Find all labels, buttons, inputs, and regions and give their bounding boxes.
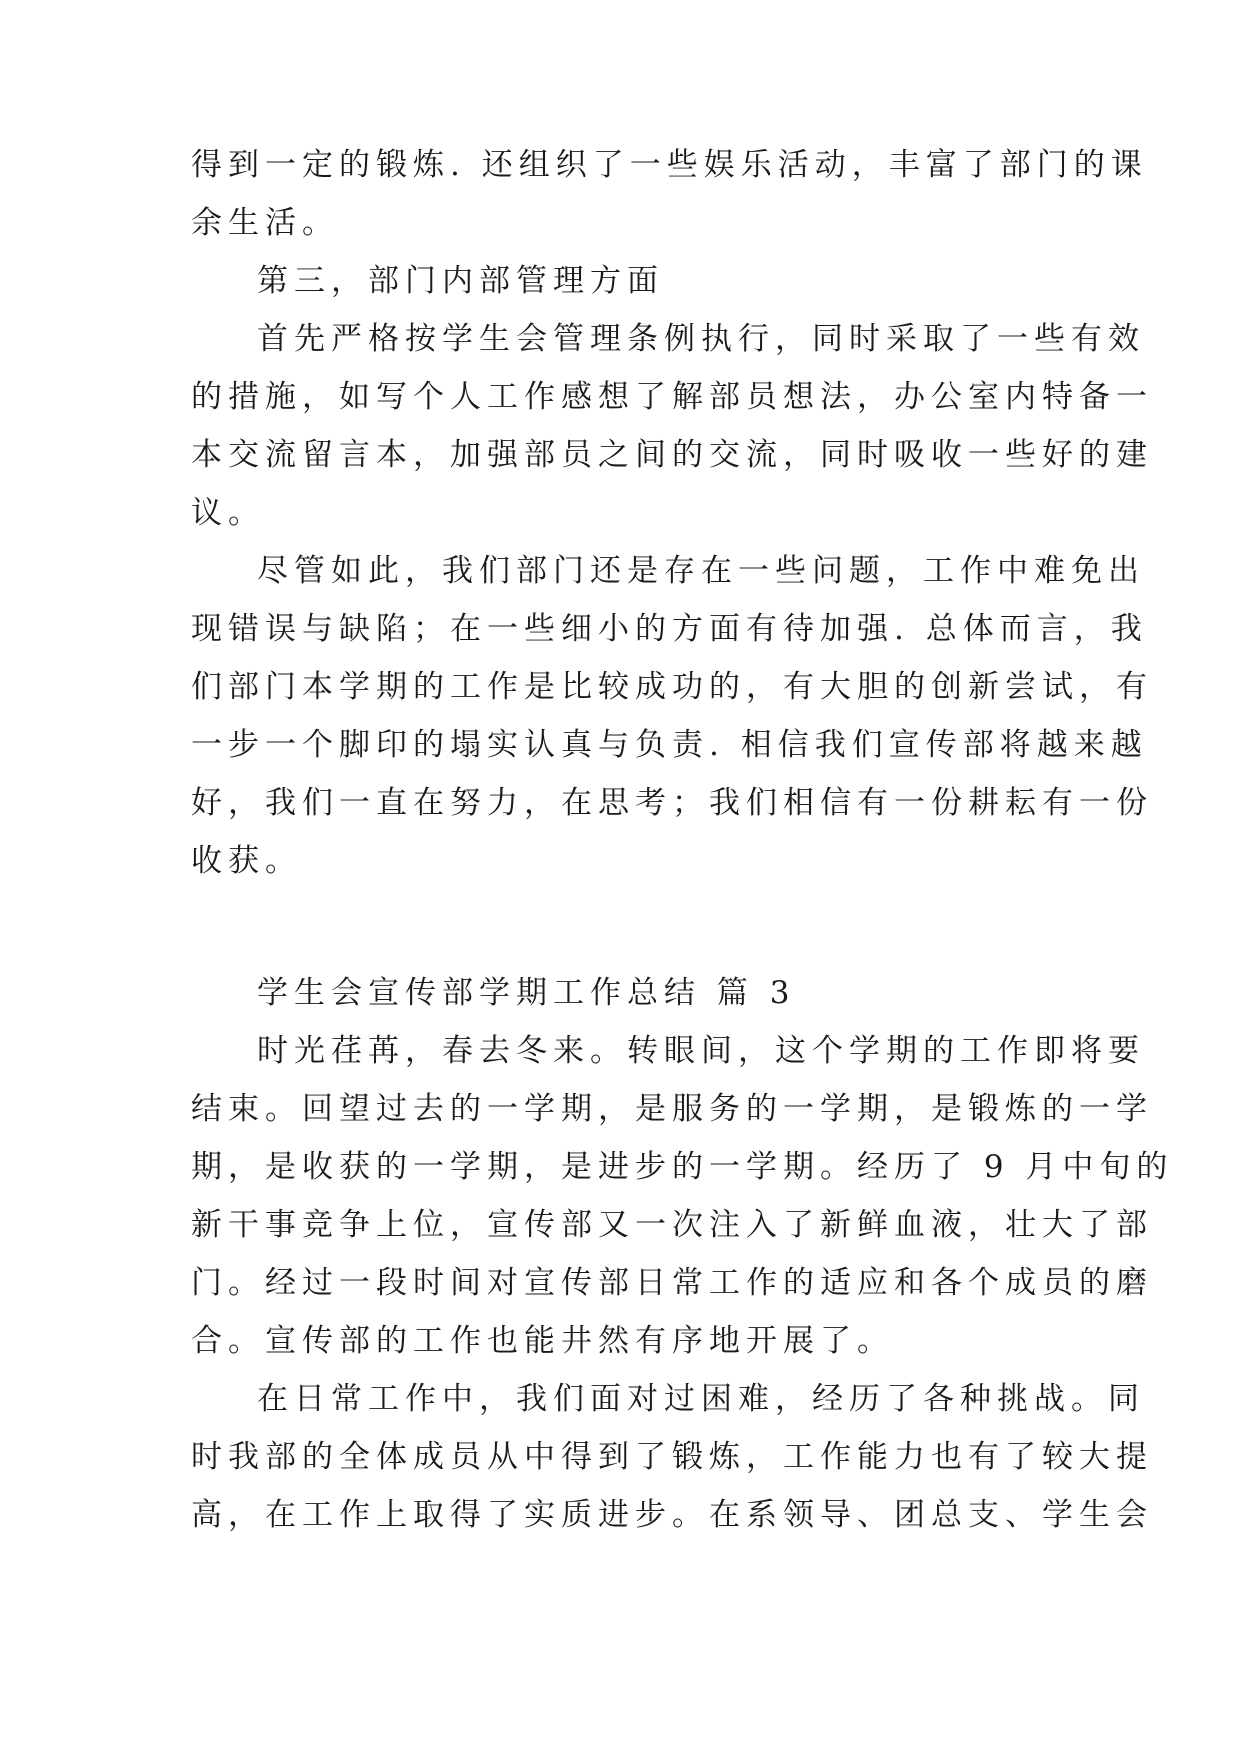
text-line: 现错误与缺陷；在一些细小的方面有待加强. 总体而言，我 xyxy=(191,611,1148,647)
text-line: 余生活。 xyxy=(191,205,339,241)
text-line: 一步一个脚印的塌实认真与负责. 相信我们宣传部将越来越 xyxy=(191,727,1148,763)
text-line: 议。 xyxy=(191,495,265,531)
text-line: 结束。回望过去的一学期，是服务的一学期，是锻炼的一学 xyxy=(191,1091,1153,1127)
paragraph-management xyxy=(191,310,1153,542)
paragraph-summary xyxy=(191,542,1153,890)
paragraph-intro xyxy=(191,1022,1174,1370)
paragraph-continuation xyxy=(191,136,1148,252)
text-line: 首先严格按学生会管理条例执行，同时采取了一些有效 xyxy=(257,321,1145,357)
text-line: 时我部的全体成员从中得到了锻炼，工作能力也有了较大提 xyxy=(191,1439,1153,1475)
text-line: 的措施，如写个人工作感想了解部员想法，办公室内特备一 xyxy=(191,379,1153,415)
text-line: 得到一定的锻炼. 还组织了一些娱乐活动，丰富了部门的课 xyxy=(191,147,1148,183)
text-line: 尽管如此，我们部门还是存在一些问题，工作中难免出 xyxy=(257,553,1145,589)
text-line: 好，我们一直在努力，在思考；我们相信有一份耕耘有一份 xyxy=(191,785,1153,821)
heading-text: 第三，部门内部管理方面 xyxy=(257,263,664,299)
text-line: 本交流留言本，加强部员之间的交流，同时吸收一些好的建 xyxy=(191,437,1153,473)
text-line: 收获。 xyxy=(191,843,302,879)
text-line: 们部门本学期的工作是比较成功的，有大胆的创新尝试，有 xyxy=(191,669,1153,705)
section-title-text: 学生会宣传部学期工作总结 篇 3 xyxy=(257,975,796,1011)
text-line: 高，在工作上取得了实质进步。在系领导、团总支、学生会 xyxy=(191,1497,1153,1533)
section-heading-3 xyxy=(191,252,1061,310)
section-title xyxy=(191,964,1061,1022)
paragraph-daily-work xyxy=(191,1370,1153,1544)
text-line: 新干事竞争上位，宣传部又一次注入了新鲜血液，壮大了部 xyxy=(191,1207,1153,1243)
text-line: 合。宣传部的工作也能井然有序地开展了。 xyxy=(191,1323,894,1359)
text-line: 时光荏苒，春去冬来。转眼间，这个学期的工作即将要 xyxy=(257,1033,1145,1069)
text-line: 门。经过一段时间对宣传部日常工作的适应和各个成员的磨 xyxy=(191,1265,1153,1301)
text-line: 期，是收获的一学期，是进步的一学期。经历了 9 月中旬的 xyxy=(191,1149,1174,1185)
text-line: 在日常工作中，我们面对过困难，经历了各种挑战。同 xyxy=(257,1381,1145,1417)
